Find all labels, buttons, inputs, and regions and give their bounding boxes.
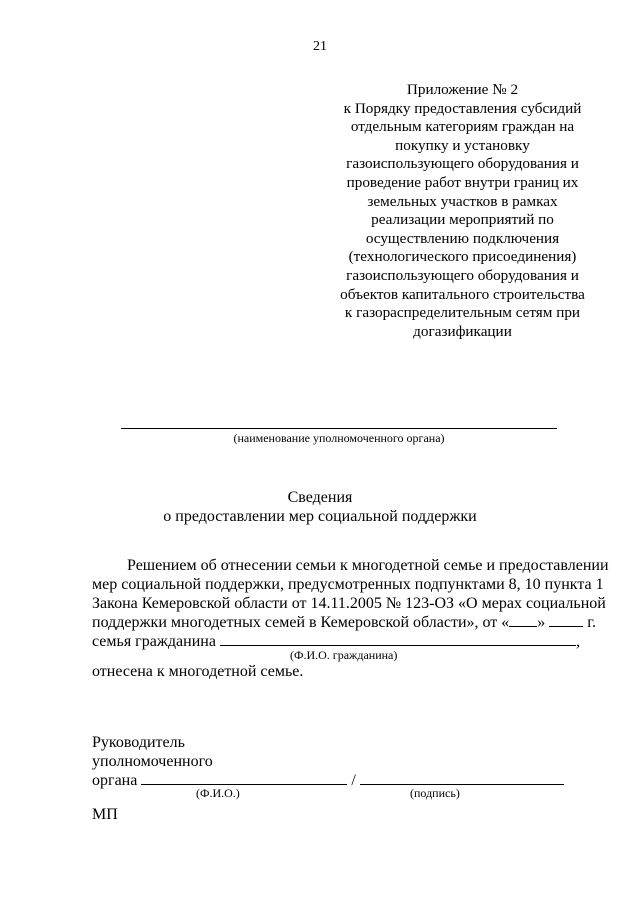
appendix-line: к Порядку предоставления субсидий — [343, 99, 582, 117]
body-text: отнесена к многодетной семье. — [92, 663, 304, 680]
appendix-line: земельных участков в рамках — [367, 192, 558, 210]
body-line-4 — [92, 613, 597, 632]
citizen-fio-caption: (Ф.И.О. гражданина) — [290, 648, 398, 662]
page-number: 21 — [313, 39, 327, 54]
body-text: , — [575, 633, 580, 650]
appendix-line: отдельным категориям граждан на — [350, 118, 575, 136]
decision-month-field[interactable] — [549, 613, 583, 627]
authority-name-field[interactable] — [121, 428, 557, 429]
signature-field[interactable] — [360, 771, 564, 785]
body-line-1 — [127, 556, 609, 575]
citizen-label: семья гражданина — [92, 633, 220, 650]
head-fio-caption: (Ф.И.О.) — [196, 786, 240, 800]
appendix-line: объектов капитального строительства — [340, 285, 585, 303]
body-text: мер социальной поддержки, предусмотренных подпунктами 8, 10 пункта 1 — [92, 576, 604, 593]
document-title — [0, 488, 640, 526]
body-text: Решением об отнесении семьи к многодетной семье и предоставлении — [127, 557, 609, 574]
appendix-line: (технологического присоединения) — [348, 248, 577, 266]
appendix-line: Приложение № 2 — [406, 81, 519, 98]
appendix-line: реализации мероприятий по — [371, 211, 554, 229]
body-line-2 — [92, 575, 604, 594]
body-text: Закона Кемеровской области от 14.11.2005 № 123-ОЗ «О мерах социальной — [92, 595, 606, 612]
signature-line-2: уполномоченного — [92, 753, 213, 770]
title-line-2: о предоставлении мер социальной поддержки — [163, 508, 477, 525]
signature-line-3 — [92, 771, 588, 790]
body-text: поддержки многодетных семей в Кемеровской области», от « — [92, 614, 510, 631]
appendix-line: проведение работ внутри границ их — [346, 173, 579, 191]
appendix-line: догазификации — [413, 322, 512, 340]
appendix-line: покупку и установку — [395, 136, 530, 154]
signature-separator: / — [347, 772, 360, 789]
signature-line-1: Руководитель — [92, 734, 185, 751]
appendix-header — [330, 81, 595, 341]
head-fio-field[interactable] — [141, 771, 347, 785]
signature-label: органа — [92, 772, 142, 789]
body-line-6 — [92, 662, 588, 681]
title-line-1: Сведения — [287, 489, 353, 506]
appendix-line: к газораспределительным сетям при — [344, 304, 581, 322]
stamp-label: МП — [92, 806, 118, 823]
appendix-line: газоиспользующего оборудования и — [346, 155, 579, 173]
body-text: » — [537, 614, 550, 631]
authority-name-caption: (наименование уполномоченного органа) — [233, 431, 445, 445]
appendix-line: осуществлению подключения — [365, 229, 560, 247]
citizen-fio-field[interactable] — [220, 632, 576, 646]
decision-day-field[interactable] — [509, 613, 537, 627]
appendix-line: газоиспользующего оборудования и — [346, 266, 579, 284]
body-line-3 — [92, 594, 606, 613]
body-text: г. — [583, 614, 597, 631]
signature-caption: (подпись) — [410, 786, 460, 800]
